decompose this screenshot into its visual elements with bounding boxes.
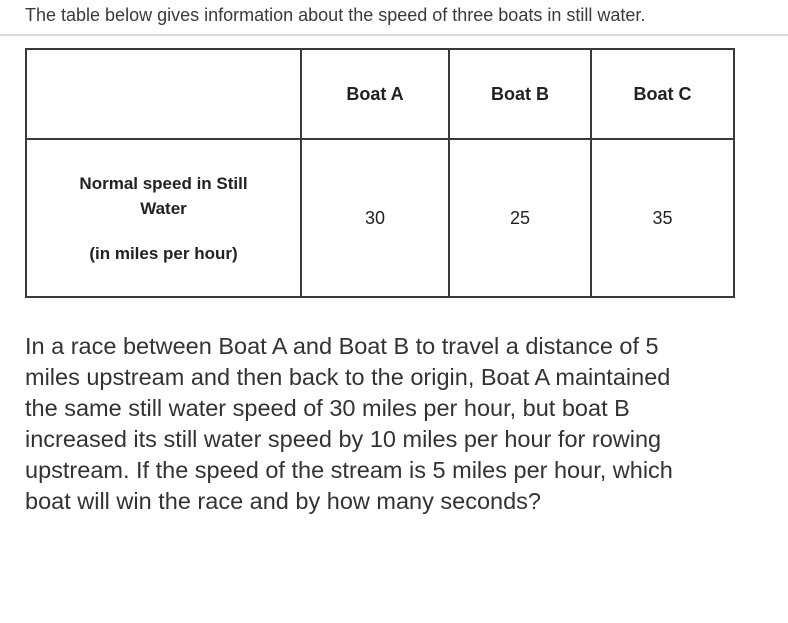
row-label-line1: Normal speed in Still: [79, 173, 248, 193]
header-boat-b: Boat B: [449, 49, 591, 139]
header-boat-a: Boat A: [301, 49, 449, 139]
row-label: [27, 171, 300, 266]
boat-speed-table: [25, 48, 735, 298]
intro-text: The table below gives information about the speed of three boats in still water.: [25, 5, 646, 25]
value-boat-a: 30: [301, 139, 449, 297]
header-divider: [0, 34, 788, 36]
row-label-line2: Water: [140, 198, 187, 218]
header-empty-cell: [26, 49, 301, 139]
table-header-row: [26, 49, 734, 139]
value-boat-b: 25: [449, 139, 591, 297]
row-label-unit: (in miles per hour): [89, 243, 238, 263]
table-row: [26, 139, 734, 297]
value-boat-c: 35: [591, 139, 734, 297]
row-label-cell: [26, 139, 301, 297]
question-text: In a race between Boat A and Boat B to travel a distance of 5 miles upstream and then back to the origin, Boat A maintained the same still water speed of 30 miles per hour, but boat B increased its still water speed by 10 miles per hour for rowing upstream. If the speed of the stream is 5 miles per hour, which boat will win the race and by how many seconds?: [25, 333, 673, 514]
header-boat-c: Boat C: [591, 49, 734, 139]
